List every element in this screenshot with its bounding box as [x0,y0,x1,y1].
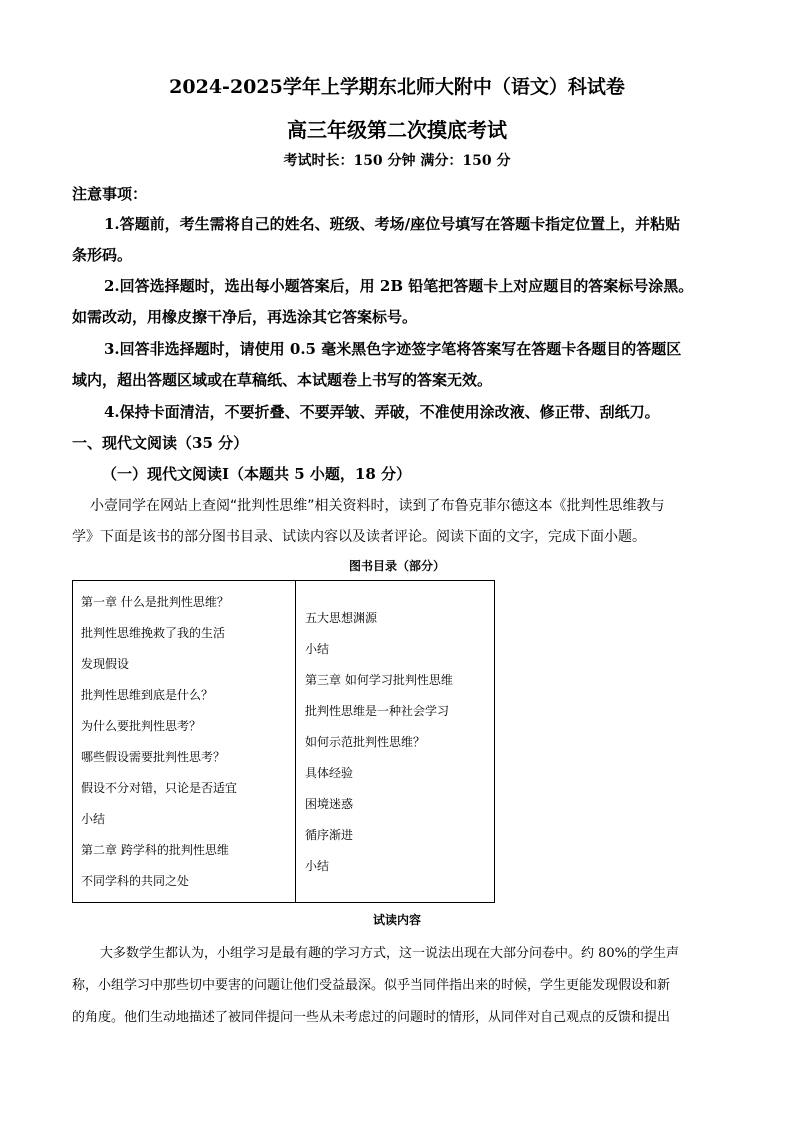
trial-line: 的角度。他们生动地描述了被同伴提问一些从未考虑过的问题时的情形，从同伴对自己观点的反馈和提出 [72,1010,671,1025]
toc-entry: 第一章 什么是批判性思维？ [81,595,229,609]
toc-entry: 小结 [305,642,330,656]
toc-entry: 循序渐进 [305,828,354,842]
notice-item: 2.回答选择题时，选出每小题答案后，用 2B 铅笔把答题卡上对应题目的答案标号涂黑。 [104,277,694,295]
trial-line: 称，小组学习中那些切中要害的问题让他们受益最深。似乎当同伴指出来的时候，学生更能发现假设和新 [72,978,671,993]
trial-line: 大多数学生都认为，小组学习是最有趣的学习方式，这一说法出现在大部分问卷中。约 80%的学生声 [100,946,680,961]
toc-entry: 批判性思维是一种社会学习 [305,704,450,718]
trial-caption: 试读内容 [372,913,421,927]
notice-item: 域内，超出答题区域或在草稿纸、本试题卷上书写的答案无效。 [72,371,493,389]
toc-entry: 第三章 如何学习批判性思维 [305,673,453,687]
toc-table [72,580,495,903]
toc-entry: 如何示范批判性思维？ [305,735,426,749]
toc-right-column [305,603,453,882]
section-subheading: （一）现代文阅读Ⅰ（本题共 5 小题，18 分） [102,465,411,483]
toc-entry: 小结 [81,812,106,826]
exam-info: 考试时长：150 分钟 满分：150 分 [283,153,511,169]
section-heading: 一、现代文阅读（35 分） [72,434,249,452]
toc-entry: 假设不分对错，只论是否适宜 [81,781,238,795]
notice-item: 条形码。 [72,246,133,264]
toc-entry: 困境迷惑 [305,797,354,811]
toc-entry: 为什么要批判性思考？ [81,719,202,733]
notice-item: 3.回答非选择题时，请使用 0.5 毫米黑色字迹签字笔将答案写在答题卡各题目的答题区 [104,340,682,358]
notice-heading: 注意事项： [72,185,148,203]
toc-entry: 发现假设 [81,657,130,671]
intro-line: 学》下面是该书的部分图书目录、试读内容以及读者评论。阅读下面的文字，完成下面小题。 [72,529,646,545]
notice-item: 1.答题前，考生需将自己的姓名、班级、考场/座位号填写在答题卡指定位置上，并粘贴 [104,215,681,233]
notice-item: 如需改动，用橡皮擦干净后，再选涂其它答案标号。 [72,308,418,326]
toc-entry: 小结 [305,859,330,873]
toc-entry: 五大思想渊源 [305,611,378,625]
toc-divider [295,581,296,902]
toc-entry: 第二章 跨学科的批判性思维 [81,843,229,857]
toc-entry: 具体经验 [305,766,354,780]
toc-entry: 不同学科的共同之处 [81,874,190,888]
exam-title: 2024-2025学年上学期东北师大附中（语文）科试卷 [169,76,625,98]
toc-caption: 图书目录（部分） [348,559,445,573]
toc-entry: 批判性思维挽救了我的生活 [81,626,226,640]
toc-entry: 批判性思维到底是什么？ [81,688,214,702]
exam-subtitle: 高三年级第二次摸底考试 [287,118,507,142]
intro-line: 小壹同学在网站上查阅“批判性思维”相关资料时，读到了布鲁克菲尔德这本《批判性思维教与 [90,498,665,514]
notice-item: 4.保持卡面清洁，不要折叠、不要弄皱、弄破，不准使用涂改液、修正带、刮纸刀。 [104,403,660,421]
toc-left-column [81,587,237,897]
toc-entry: 哪些假设需要批判性思考？ [81,750,226,764]
